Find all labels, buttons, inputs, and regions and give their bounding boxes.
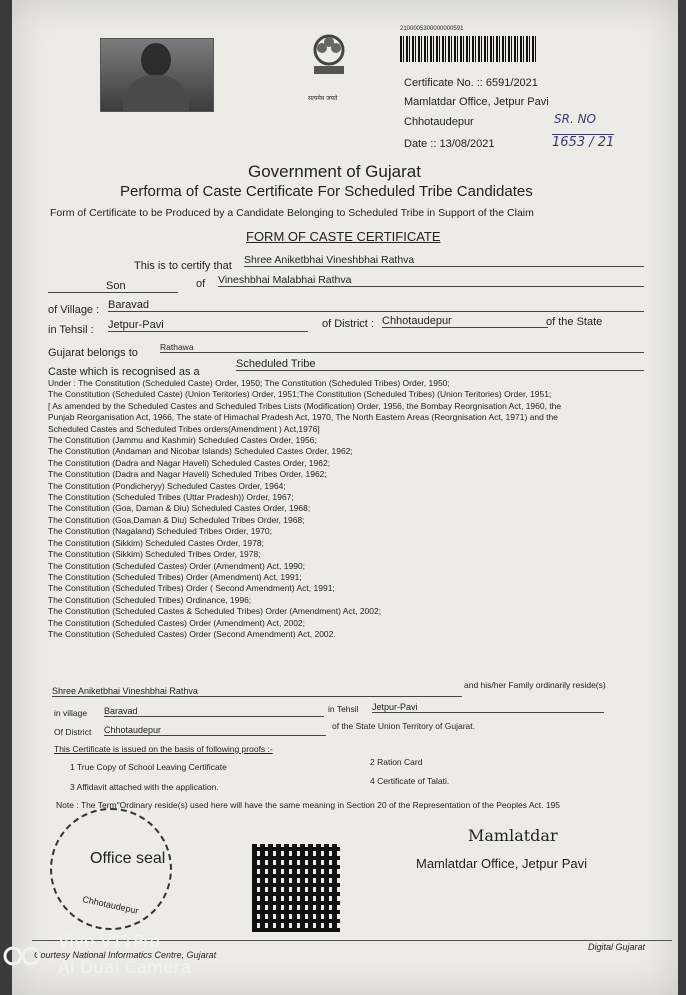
residence-tehsil-label: in Tehsil — [328, 704, 359, 714]
residence-district-label: Of District — [54, 727, 92, 737]
order-line: The Constitution (Goa, Daman & Diu) Scheduled Castes Order, 1968; — [48, 503, 311, 514]
camera-model: Vivo V11Pro — [58, 932, 161, 952]
barcode — [400, 26, 536, 66]
order-line: The Constitution (Pondicheryy) Scheduled Castes Order, 1964; — [48, 480, 286, 491]
vivo-logo-icon — [2, 944, 44, 968]
certificate-page — [12, 0, 678, 995]
order-line: Punjab Reorganisation Act, 1966, The state of Himachal Pradesh Act, 1970, The North Eastern Areas (Reorgnisation Act, 1971) and the — [48, 412, 558, 423]
residence-village-label: in village — [54, 708, 88, 718]
son-label: Son — [48, 280, 178, 293]
district-value: Chhotaudepur — [382, 315, 548, 328]
proof-3: 3 Affidavit attached with the application. — [70, 782, 219, 792]
tehsil-label: in Tehsil : — [48, 324, 94, 336]
camera-lens: AI Dual Camera — [58, 958, 192, 978]
territory-label: of the State Union Territory of Gujarat. — [332, 721, 475, 731]
belongs-label: Gujarat belongs to — [48, 347, 138, 359]
order-line: The Constitution (Scheduled Tribes) Order (Amendment) Act, 1991; — [48, 571, 302, 582]
order-line: The Constitution (Scheduled Tribes (Uttar Pradesh)) Order, 1967; — [48, 492, 294, 503]
district-label: of District : — [322, 318, 374, 330]
constitution-orders — [48, 378, 658, 640]
order-line: The Constitution (Scheduled Castes) Order (Second Amendment) Act, 2002. — [48, 628, 336, 639]
family-reside-label: and his/her Family ordinarily reside(s) — [464, 680, 606, 690]
ordinary-reside-note: Note : The Term"Ordinary reside(s) used here will have the same meaning in Section 20 of the Representation of the Peoples Act. 195 — [56, 800, 561, 810]
signatory-office: Mamlatdar Office, Jetpur Pavi — [416, 856, 587, 871]
order-line: The Constitution (Scheduled Castes) Order (Amendment) Act, 1990; — [48, 560, 306, 571]
proof-1: 1 True Copy of School Leaving Certificate — [70, 762, 227, 772]
qr-code — [252, 844, 340, 932]
order-line: The Constitution (Jammu and Kashmir) Scheduled Castes Order, 1956; — [48, 435, 317, 446]
state-emblem — [304, 28, 354, 92]
order-line: The Constitution (Scheduled Castes & Scheduled Tribes) Order (Amendment) Act, 2002; — [48, 606, 382, 617]
resident-name: Shree Aniketbhai Vineshbhai Rathva — [52, 686, 462, 697]
order-line: The Constitution (Andaman and Nicobar Islands) Scheduled Castes Order, 1962; — [48, 446, 353, 457]
order-line: The Constitution (Goa,Daman & Diu) Scheduled Tribes Order, 1968; — [48, 514, 305, 525]
state-label: of the State — [546, 316, 603, 328]
footer-courtesy: Courtesy National Informatics Centre, Gujarat — [34, 950, 217, 960]
order-line: The Constitution (Dadra and Nagar Haveli) Scheduled Tribes Order, 1962; — [48, 469, 327, 480]
order-line: The Constitution (Scheduled Tribes) Ordinance, 1996; — [48, 594, 252, 605]
of-label: of — [196, 278, 206, 290]
residence-district: Chhotaudepur — [104, 725, 326, 736]
residence-tehsil: Jetpur-Pavi — [372, 702, 604, 713]
order-line: [ As amended by the Scheduled Castes and Scheduled Tribes Lists (Modification) Order, 1956, the Bombay Reorgnisation Act, 1960, the — [48, 400, 562, 411]
handwritten-sr-number: 1653 / 21 — [552, 135, 615, 150]
father-name: Vineshbhai Malabhai Rathva — [218, 274, 644, 287]
certificate-subtitle: Performa of Caste Certificate For Scheduled Tribe Candidates — [120, 183, 533, 200]
order-line: The Constitution (Sikkim) Scheduled Tribes Order, 1978; — [48, 549, 261, 560]
emblem-caption: सत्यमेव जयते — [308, 95, 338, 102]
order-line: The Constitution (Dadra and Nagar Haveli) Scheduled Castes Order, 1962; — [48, 457, 331, 468]
certify-intro: This is to certify that — [134, 260, 232, 272]
order-line: The Constitution (Nagaland) Scheduled Tribes Order, 1970; — [48, 526, 272, 537]
village-value: Baravad — [108, 299, 644, 312]
handwritten-sr-label: SR. NO — [554, 112, 597, 126]
office-seal — [50, 808, 172, 930]
recognised-label: Caste which is recognised as a — [48, 366, 200, 378]
applicant-name: Shree Aniketbhai Vineshbhai Rathva — [244, 254, 644, 267]
order-line: The Constitution (Sikkim) Scheduled Castes Order, 1978; — [48, 537, 264, 548]
proof-2: 2 Ration Card — [370, 757, 423, 767]
issuing-office: Mamlatdar Office, Jetpur Pavi — [404, 96, 549, 108]
office-seal-label: Office seal — [90, 850, 166, 867]
issuing-place: Chhotaudepur — [404, 116, 474, 128]
order-line: Scheduled Castes and Scheduled Tribes orders(Amendment ) Act,1976] — [48, 423, 320, 434]
form-heading: FORM OF CASTE CERTIFICATE — [246, 229, 441, 244]
category-value: Scheduled Tribe — [236, 358, 644, 371]
caste-value: Rathawa — [160, 342, 644, 353]
village-label: of Village : — [48, 304, 100, 316]
office-seal-ring-text: Chhotaudepur — [81, 894, 140, 916]
order-line: Under : The Constitution (Scheduled Caste) Order, 1950; The Constitution (Scheduled Tribes) Order, 1950; — [48, 378, 450, 388]
order-line: The Constitution (Scheduled Tribes) Order ( Second Amendment) Act, 1991; — [48, 583, 335, 594]
certificate-number: Certificate No. :: 6591/2021 — [404, 77, 538, 89]
issue-date: Date :: 13/08/2021 — [404, 138, 495, 150]
tehsil-value: Jetpur-Pavi — [108, 319, 308, 332]
mamlatdar-signature: Mamlatdar — [468, 826, 558, 845]
proofs-heading: This Certificate is issued on the basis of following proofs :- — [54, 744, 273, 754]
footer-digital-gujarat: Digital Gujarat — [588, 942, 646, 952]
applicant-photo — [100, 38, 214, 112]
form-description: Form of Certificate to be Produced by a Candidate Belonging to Scheduled Tribe in Support of the Claim — [50, 207, 534, 219]
residence-village: Baravad — [104, 706, 324, 717]
barcode-number: 2100005300000000591 — [400, 26, 464, 32]
order-line: The Constitution (Scheduled Castes) Order (Amendment) Act, 2002; — [48, 617, 306, 628]
proof-4: 4 Certificate of Talati. — [370, 776, 450, 786]
order-line: The Constitution (Scheduled Caste) (Union Teritories) Order, 1951;The Constitution (Scheduled Tribes) (Union Teritories) Order, 1951; — [48, 389, 552, 400]
government-title: Government of Gujarat — [248, 162, 421, 181]
